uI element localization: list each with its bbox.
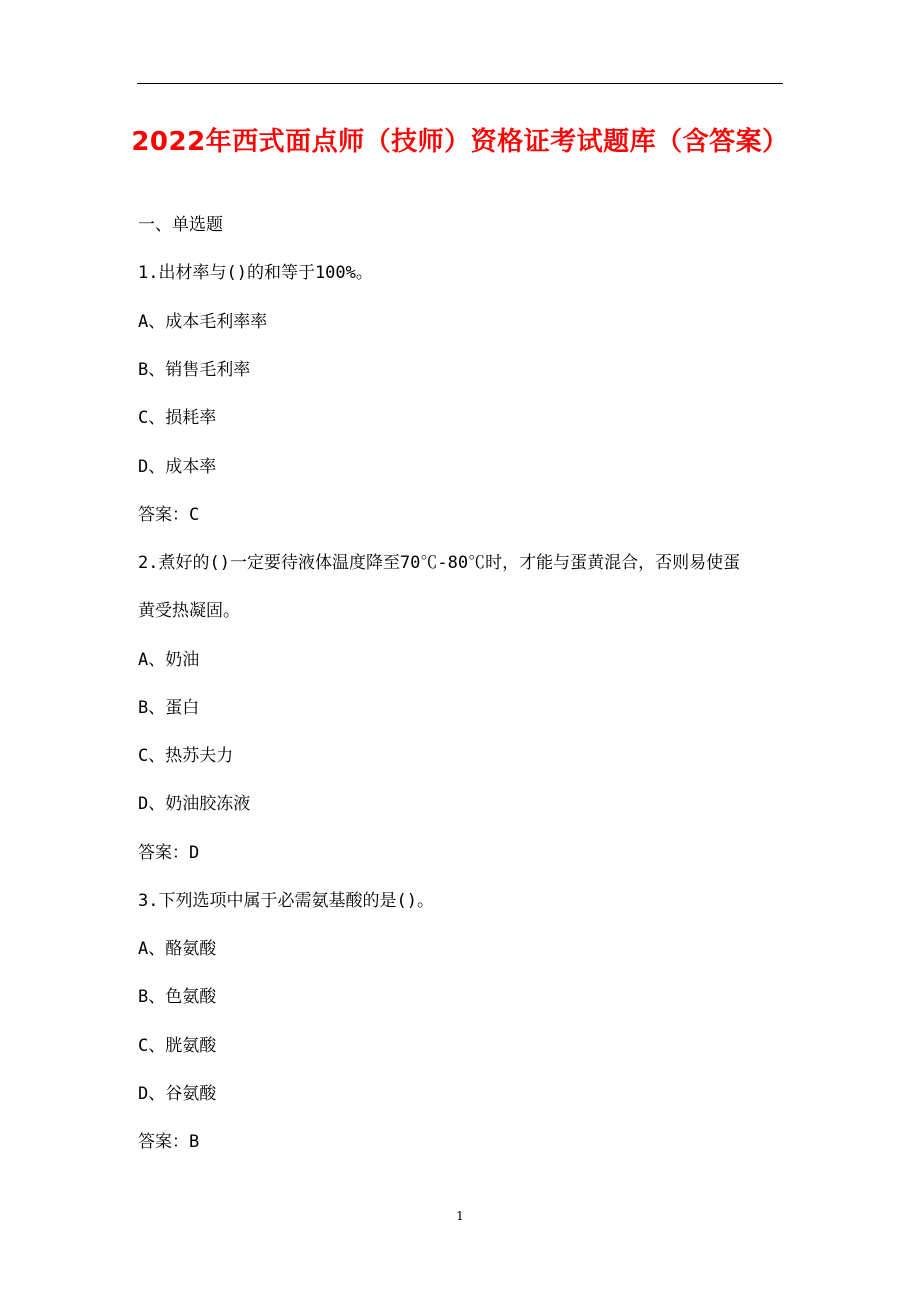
header-rule — [137, 83, 783, 84]
document-title: 2022年西式面点师（技师）资格证考试题库（含答案） — [131, 127, 789, 157]
question-2-option-b: B、蛋白 — [138, 698, 200, 718]
question-1-option-a: A、成本毛利率率 — [138, 312, 268, 332]
question-1-stem: 1.出材率与()的和等于100%。 — [138, 263, 373, 283]
question-3-option-c: C、胱氨酸 — [138, 1036, 217, 1056]
question-1-answer: 答案：C — [138, 505, 200, 525]
question-2-answer: 答案：D — [138, 843, 200, 863]
question-2-stem-line-1: 2.煮好的()一定要待液体温度降至70℃-80℃时，才能与蛋黄混合，否则易使蛋 — [138, 553, 741, 573]
question-2-option-c: C、热苏夫力 — [138, 746, 234, 766]
question-3-option-d: D、谷氨酸 — [138, 1084, 217, 1104]
question-3-answer: 答案：B — [138, 1132, 200, 1152]
question-2-stem-line-2: 黄受热凝固。 — [138, 601, 240, 621]
question-1-option-d: D、成本率 — [138, 457, 217, 477]
question-2-option-a: A、奶油 — [138, 650, 200, 670]
section-heading: 一、单选题 — [138, 215, 223, 235]
question-2-option-d: D、奶油胶冻液 — [138, 794, 251, 814]
question-1-option-b: B、销售毛利率 — [138, 360, 251, 380]
question-3-stem: 3.下列选项中属于必需氨基酸的是()。 — [138, 891, 434, 911]
question-3-option-b: B、色氨酸 — [138, 987, 217, 1007]
question-1-option-c: C、损耗率 — [138, 408, 217, 428]
page-number: 1 — [456, 1209, 464, 1223]
question-3-option-a: A、酪氨酸 — [138, 939, 217, 959]
